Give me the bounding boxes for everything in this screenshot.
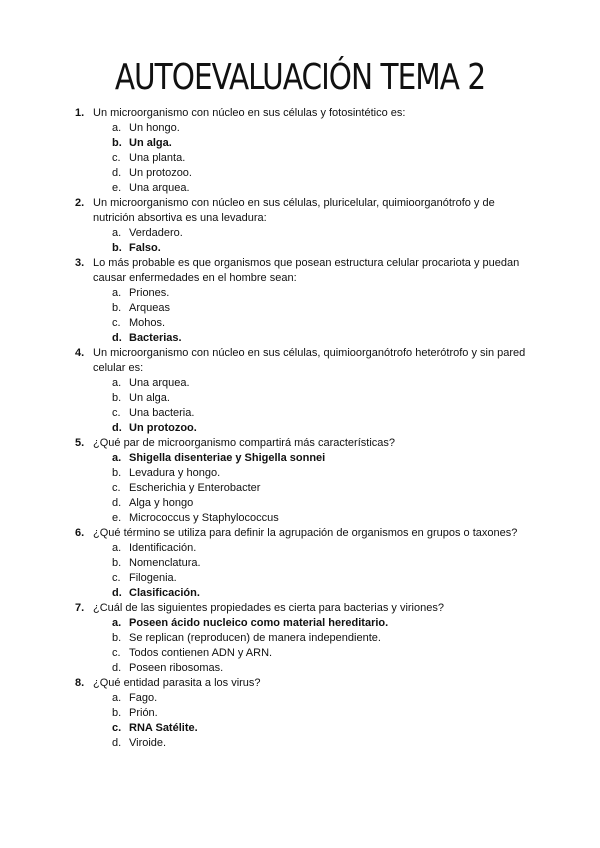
- question-number: 6.: [75, 527, 85, 539]
- option-text: Arqueas: [129, 302, 170, 314]
- option-text: Mohos.: [129, 317, 166, 329]
- option-letter: d.: [112, 497, 122, 509]
- answer-option-correct: [0, 721, 600, 736]
- option-text: Falso.: [129, 242, 161, 254]
- option-text: Una arquea.: [129, 377, 190, 389]
- answer-option: [0, 316, 600, 331]
- answer-option: [0, 706, 600, 721]
- answer-option: [0, 391, 600, 406]
- answer-option-correct: [0, 331, 600, 346]
- option-text: Un alga.: [129, 137, 172, 149]
- question-number: 3.: [75, 257, 85, 269]
- answer-option: [0, 286, 600, 301]
- answer-option: [0, 541, 600, 556]
- answer-option: [0, 121, 600, 136]
- option-text: Fago.: [129, 692, 158, 704]
- option-text: Se replican (reproducen) de manera independiente.: [129, 632, 381, 644]
- answer-option: [0, 166, 600, 181]
- question-text: Lo más probable es que organismos que posean estructura celular procariota y puedan causar enfermedades en el hombre sean:: [93, 257, 520, 284]
- question-number: 1.: [75, 107, 85, 119]
- option-text: Clasificación.: [129, 587, 200, 599]
- option-letter: a.: [112, 452, 122, 464]
- answer-option: [0, 376, 600, 391]
- answer-option: [0, 691, 600, 706]
- option-text: Micrococcus y Staphylococcus: [129, 512, 279, 524]
- question-text: Un microorganismo con núcleo en sus células, pluricelular, quimioorganótrofo y de nutrición absortiva es una levadura:: [93, 197, 495, 224]
- option-text: Poseen ribosomas.: [129, 662, 224, 674]
- answer-option: [0, 226, 600, 241]
- option-text: Identificación.: [129, 542, 197, 554]
- option-text: Bacterias.: [129, 332, 182, 344]
- option-text: Alga y hongo: [129, 497, 194, 509]
- option-text: Verdadero.: [129, 227, 183, 239]
- question-text: ¿Qué par de microorganismo compartirá más características?: [93, 437, 395, 449]
- option-text: Viroide.: [129, 737, 167, 749]
- answer-option: [0, 301, 600, 316]
- option-text: Un protozoo.: [129, 422, 197, 434]
- answer-option: [0, 481, 600, 496]
- option-text: Escherichia y Enterobacter: [129, 482, 261, 494]
- answer-option-correct: [0, 586, 600, 601]
- option-text: Un protozoo.: [129, 167, 192, 179]
- option-letter: d.: [112, 167, 122, 179]
- answer-option-correct: [0, 421, 600, 436]
- option-letter: d.: [112, 662, 122, 674]
- option-letter: b.: [112, 392, 122, 404]
- option-letter: c.: [112, 482, 121, 494]
- question-number: 4.: [75, 347, 85, 359]
- option-letter: b.: [112, 302, 122, 314]
- question-number: 8.: [75, 677, 85, 689]
- option-text: Shigella disenteriae y Shigella sonnei: [129, 452, 326, 464]
- option-text: Una bacteria.: [129, 407, 195, 419]
- answer-option: [0, 556, 600, 571]
- answer-option: [0, 571, 600, 586]
- option-letter: a.: [112, 227, 122, 239]
- option-text: Priones.: [129, 287, 170, 299]
- option-text: Todos contienen ADN y ARN.: [129, 647, 273, 659]
- question-text: ¿Qué término se utiliza para definir la agrupación de organismos en grupos o taxones?: [93, 527, 518, 539]
- answer-option-correct: [0, 136, 600, 151]
- answer-option: [0, 661, 600, 676]
- question-3: [0, 256, 600, 286]
- option-letter: e.: [112, 182, 122, 194]
- page-title: AUTOEVALUACIÓN TEMA 2: [114, 57, 486, 98]
- option-letter: b.: [112, 557, 122, 569]
- option-letter: e.: [112, 512, 122, 524]
- option-text: Prión.: [129, 707, 158, 719]
- option-letter: b.: [112, 632, 122, 644]
- option-letter: c.: [112, 647, 121, 659]
- answer-option: [0, 736, 600, 751]
- question-4: [0, 346, 600, 376]
- question-1: [0, 106, 600, 121]
- question-text: Un microorganismo con núcleo en sus células y fotosintético es:: [93, 107, 406, 119]
- answer-option: [0, 496, 600, 511]
- option-text: Levadura y hongo.: [129, 467, 221, 479]
- option-letter: d.: [112, 587, 122, 599]
- option-text: Un hongo.: [129, 122, 180, 134]
- option-text: Filogenia.: [129, 572, 177, 584]
- question-2: [0, 196, 600, 226]
- question-number: 2.: [75, 197, 85, 209]
- option-text: Una arquea.: [129, 182, 190, 194]
- question-text: ¿Cuál de las siguientes propiedades es cierta para bacterias y viriones?: [93, 602, 444, 614]
- answer-option: [0, 181, 600, 196]
- answer-option-correct: [0, 616, 600, 631]
- option-letter: c.: [112, 152, 121, 164]
- option-text: RNA Satélite.: [129, 722, 198, 734]
- option-text: Un alga.: [129, 392, 170, 404]
- option-letter: c.: [112, 572, 121, 584]
- option-letter: c.: [112, 722, 122, 734]
- question-number: 7.: [75, 602, 85, 614]
- answer-option: [0, 511, 600, 526]
- option-text: Nomenclatura.: [129, 557, 201, 569]
- option-letter: a.: [112, 692, 122, 704]
- option-letter: b.: [112, 467, 122, 479]
- answer-option: [0, 406, 600, 421]
- question-6: [0, 526, 600, 541]
- answer-option: [0, 466, 600, 481]
- question-7: [0, 601, 600, 616]
- answer-option: [0, 646, 600, 661]
- option-letter: d.: [112, 737, 122, 749]
- option-text: Poseen ácido nucleico como material hereditario.: [129, 617, 389, 629]
- option-letter: b.: [112, 137, 122, 149]
- question-8: [0, 676, 600, 691]
- option-letter: b.: [112, 707, 122, 719]
- option-letter: a.: [112, 542, 122, 554]
- question-text: ¿Qué entidad parasita a los virus?: [93, 677, 261, 689]
- answer-option: [0, 151, 600, 166]
- option-letter: d.: [112, 422, 122, 434]
- question-number: 5.: [75, 437, 85, 449]
- question-list: [0, 106, 600, 751]
- answer-option: [0, 631, 600, 646]
- option-letter: c.: [112, 407, 121, 419]
- option-letter: d.: [112, 332, 122, 344]
- option-letter: a.: [112, 287, 122, 299]
- question-text: Un microorganismo con núcleo en sus células, quimioorganótrofo heterótrofo y sin pared celular es:: [93, 347, 526, 374]
- option-letter: b.: [112, 242, 122, 254]
- question-5: [0, 436, 600, 451]
- option-letter: a.: [112, 122, 122, 134]
- option-letter: c.: [112, 317, 121, 329]
- option-letter: a.: [112, 377, 122, 389]
- option-text: Una planta.: [129, 152, 186, 164]
- option-letter: a.: [112, 617, 122, 629]
- answer-option-correct: [0, 241, 600, 256]
- answer-option-correct: [0, 451, 600, 466]
